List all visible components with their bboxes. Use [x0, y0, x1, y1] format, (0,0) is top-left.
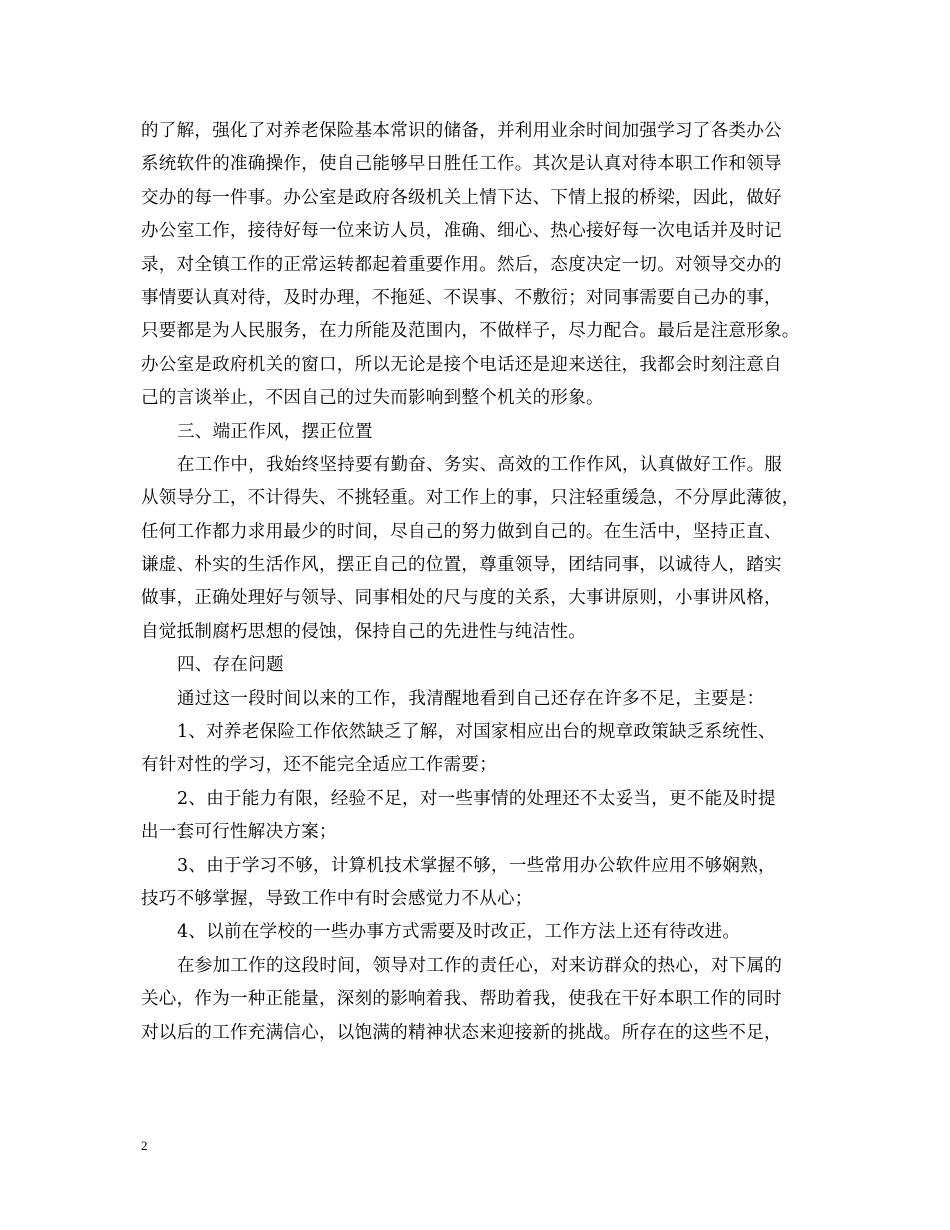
text-line: 出一套可行性解决方案；	[141, 822, 337, 843]
text-line: 在参加工作的这段时间，领导对工作的责任心，对来访群众的热心，对下属的	[177, 955, 783, 976]
text-line: 办公室是政府机关的窗口，所以无论是接个电话还是迎来送往，我都会时刻注意自	[141, 354, 782, 375]
text-line: 从领导分工，不计得失、不挑轻重。对工作上的事，只注轻重缓急，不分厚此薄彼，	[141, 488, 800, 509]
text-line: 己的言谈举止，不因自己的过失而影响到整个机关的形象。	[141, 388, 604, 409]
document-body	[141, 115, 813, 1050]
text-line: 办公室工作，接待好每一位来访人员，准确、细心、热心接好每一次电话并及时记	[141, 221, 782, 242]
text-line: 谦虚、朴实的生活作风，摆正自己的位置，尊重领导，团结同事，以诚待人，踏实	[141, 555, 782, 576]
text-line: 自觉抵制腐朽思想的侵蚀，保持自己的先进性与纯洁性。	[141, 621, 586, 642]
text-line: 技巧不够掌握，导致工作中有时会感觉力不从心；	[141, 888, 533, 909]
section-heading: 三、端正作风，摆正位置	[177, 421, 373, 442]
text-line: 关心，作为一种正能量，深刻的影响着我、帮助着我，使我在干好本职工作的同时	[141, 989, 782, 1010]
list-item: 3、由于学习不够，计算机技术掌握不够，一些常用办公软件应用不够娴熟，	[177, 855, 776, 876]
list-item: 4、以前在学校的一些办事方式需要及时改正，工作方法上还有待改进。	[177, 922, 741, 943]
list-item: 1、对养老保险工作依然缺乏了解，对国家相应出台的规章政策缺乏系统性、	[177, 722, 776, 743]
list-item: 2、由于能力有限，经验不足，对一些事情的处理还不太妥当，更不能及时提	[177, 788, 776, 809]
text-line: 的了解，强化了对养老保险基本常识的储备，并利用业余时间加强学习了各类办公	[141, 121, 782, 141]
text-line: 通过这一段时间以来的工作，我清醒地看到自己还存在许多不足，主要是：	[177, 688, 765, 709]
text-line: 事情要认真对待，及时办理，不拖延、不误事、不敷衍；对同事需要自己办的事，	[141, 287, 782, 308]
text-line: 只要都是为人民服务，在力所能及范围内，不做样子，尽力配合。最后是注意形象。	[141, 321, 800, 342]
text-line: 交办的每一件事。办公室是政府各级机关上情下达、下情上报的桥梁，因此，做好	[141, 187, 782, 208]
text-line: 任何工作都力求用最少的时间，尽自己的努力做到自己的。在生活中，坚持正直、	[141, 521, 782, 542]
text-line: 做事，正确处理好与领导、同事相处的尺与度的关系，大事讲原则，小事讲风格，	[141, 588, 782, 609]
text-line: 系统软件的准确操作，使自己能够早日胜任工作。其次是认真对待本职工作和领导	[141, 154, 782, 175]
text-line: 有针对性的学习，还不能完全适应工作需要；	[141, 755, 497, 776]
page-number: 2	[141, 1138, 148, 1153]
text-line: 在工作中，我始终坚持要有勤奋、务实、高效的工作作风，认真做好工作。服	[177, 454, 783, 475]
text-line: 录，对全镇工作的正常运转都起着重要作用。然后，态度决定一切。对领导交办的	[141, 254, 782, 275]
section-heading: 四、存在问题	[177, 655, 284, 676]
text-line: 对以后的工作充满信心，以饱满的精神状态来迎接新的挑战。所存在的这些不足，	[141, 1022, 782, 1043]
